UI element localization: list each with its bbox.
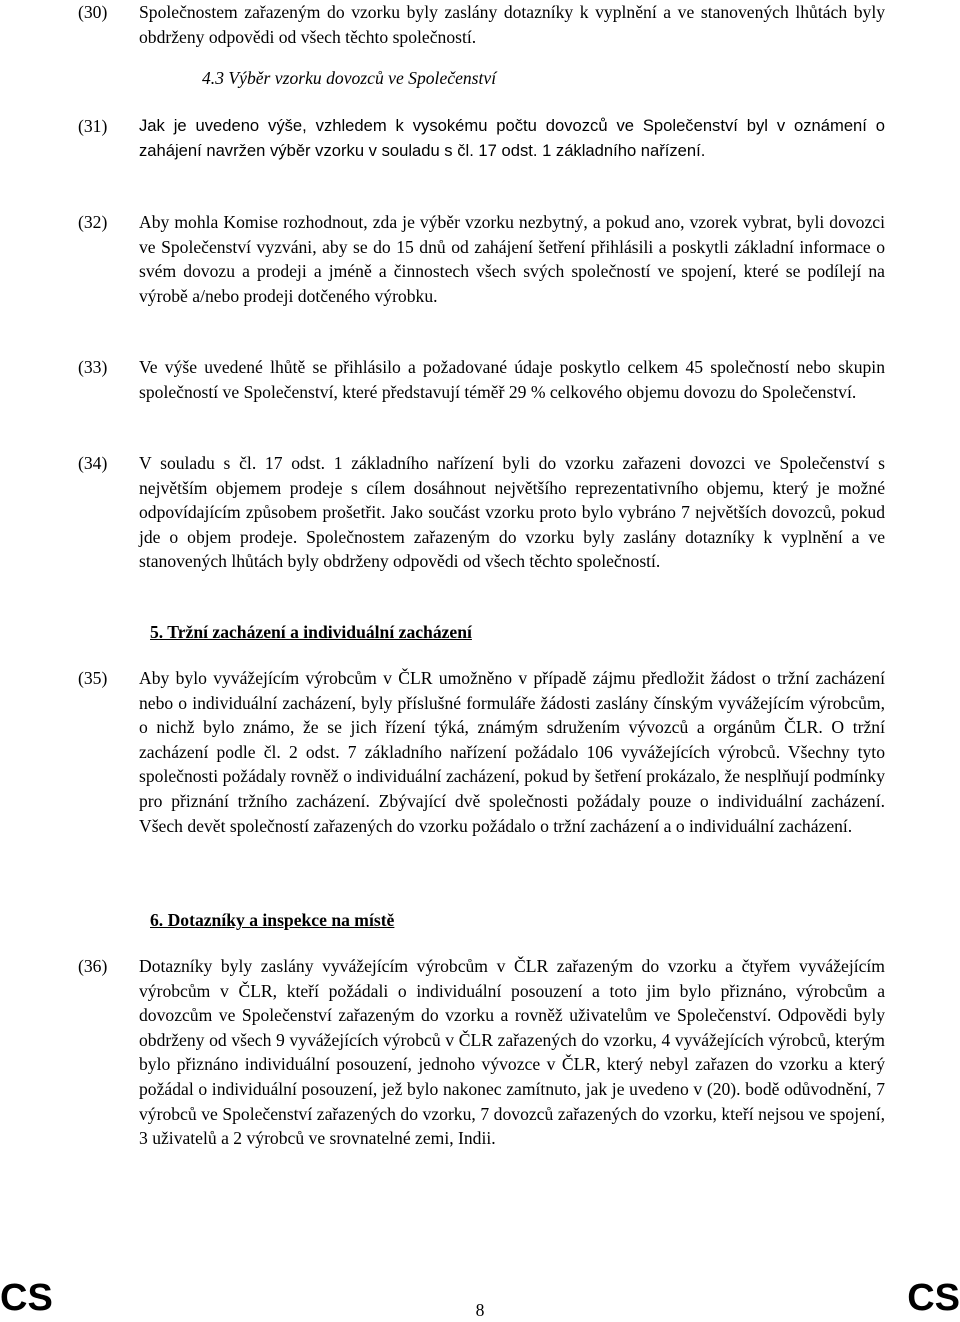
paragraph-text: Dotazníky byly zaslány vyvážejícím výrobcům v ČLR zařazeným do vzorku a čtyřem vyvážejícím výrobcům v ČLR, kteří požádali o individuální posouzení a toto jim bylo přiznáno, výrobcům a dovozcům ve Společenství zařazeným do vzorku a rovněž uživatelům ve Společenství. Odpovědi byly obdrženy od všech 9 vyvážejících výrobců v ČLR zařazených do vzorku, 4 vyvážejících výrobců, kterým bylo přiznáno individuální posouzení, jednoho vývozce v ČLR, který nebyl zařazen do vzorku a který požádal o individuální posouzení, jež bylo nakonec zamítnuto, jak je uvedeno v (20). bodě odůvodnění, 7 výrobců ve Společenství zařazených do vzorku, 7 dovozců zařazených do vzorku, kteří nejsou ve spojení, 3 uživatelů a 2 výrobců ve srovnatelné zemi, Indii. bbox=[139, 956, 885, 1149]
footer-language-right: CS bbox=[907, 1277, 960, 1319]
paragraph-number: (31) bbox=[78, 116, 108, 136]
paragraph-text: Společnostem zařazeným do vzorku byly zaslány dotazníky k vyplnění a ve stanovených lhůtách byly obdrženy odpovědi od všech těchto společností. bbox=[139, 2, 885, 47]
section-heading-6: 6. Dotazníky a inspekce na místě bbox=[150, 910, 395, 930]
paragraph-number: (35) bbox=[78, 668, 108, 688]
footer-language-left: CS bbox=[0, 1277, 53, 1319]
paragraph-number: (32) bbox=[78, 212, 108, 232]
paragraph-text: Jak je uvedeno výše, vzhledem k vysokému počtu dovozců ve Společenství byl v oznámení o zahájení navržen výběr vzorku v souladu s čl. 17 odst. 1 základního nařízení. bbox=[139, 116, 885, 160]
paragraph-number: (33) bbox=[78, 357, 108, 377]
paragraph-number: (30) bbox=[78, 2, 108, 22]
page-number: 8 bbox=[475, 1300, 485, 1320]
paragraph-number: (34) bbox=[78, 453, 108, 473]
section-heading-5: 5. Tržní zacházení a individuální zacházení bbox=[150, 622, 472, 642]
paragraph-text: V souladu s čl. 17 odst. 1 základního nařízení byli do vzorku zařazeni dovozci ve Společenství s největším objemem prodeje s cílem dosáhnout největšího reprezentativního objemu, který je možné odpovídajícím způsobem prošetřit. Jako součást vzorku proto bylo vybráno 7 největších dovozců, pokud jde o objem prodeje. Společnostem zařazeným do vzorku byly zaslány dotazníky k vyplnění a ve stanovených lhůtách byly obdrženy odpovědi od všech těchto společností. bbox=[139, 453, 885, 572]
paragraph-text: Aby bylo vyvážejícím výrobcům v ČLR umožněno v případě zájmu předložit žádost o tržní zacházení nebo o individuální zacházení, byly příslušné formuláře žádosti zaslány čínským vyvážejícím výrobcům, o nichž bylo známo, že se jich řízení týká, známým sdružením vývozců a orgánům ČLR. O tržní zacházení podle čl. 2 odst. 7 základního nařízení požádalo 106 vyvážejících výrobců. Všechny tyto společnosti požádaly rovněž o individuální zacházení, pokud by šetření prokázalo, že nesplňují podmínky pro přiznání tržního zacházení. Zbývající dvě společnosti požádaly pouze o individuální zacházení. Všech devět společností zařazených do vzorku požádalo o tržní zacházení a o individuální zacházení. bbox=[139, 668, 885, 836]
paragraph-text: Ve výše uvedené lhůtě se přihlásilo a požadované údaje poskytlo celkem 45 společností nebo skupin společností ve Společenství, které představují téměř 29 % celkového objemu dovozu do Společenství. bbox=[139, 357, 885, 402]
paragraph-number: (36) bbox=[78, 956, 108, 976]
paragraph-text: Aby mohla Komise rozhodnout, zda je výběr vzorku nezbytný, a pokud ano, vzorek vybrat, byli dovozci ve Společenství vyzváni, aby se do 15 dnů od zahájení šetření přihlásili a poskytli základní informace o svém dovozu a prodeji a jméně a činnostech všech svých společností ve spojení, které se podílejí na výrobě a/nebo prodeji dotčeného výrobku. bbox=[139, 212, 885, 306]
section-heading-4-3: 4.3 Výběr vzorku dovozců ve Společenství bbox=[202, 68, 497, 88]
